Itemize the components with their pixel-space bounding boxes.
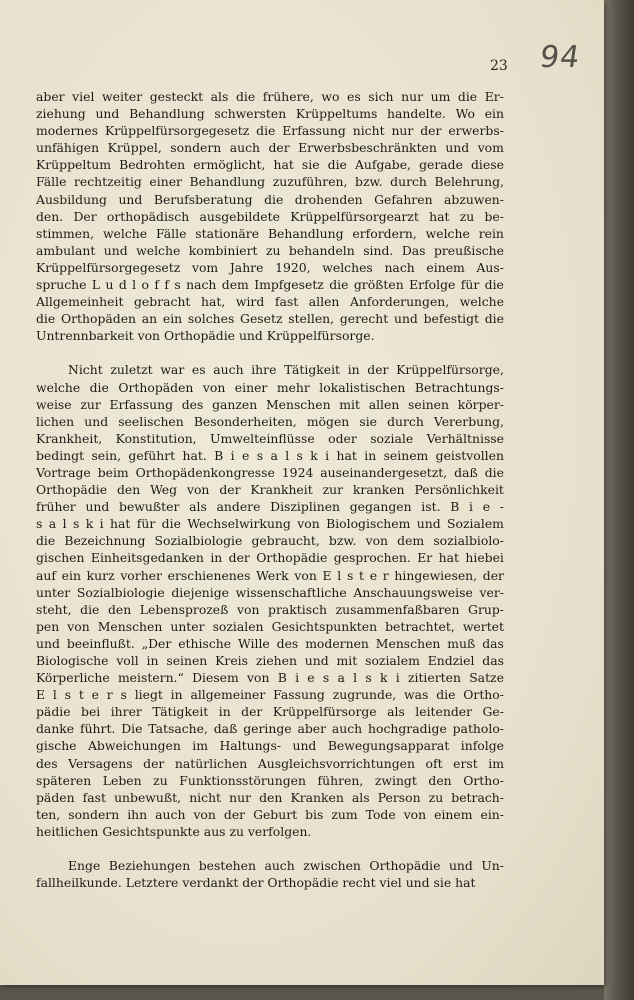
text-line: Krankheit, Konstitution, Umwelteinflüsse oder soziale Verhältnisse xyxy=(36,430,504,446)
text-line: aber viel weiter gesteckt als die frühere, wo es sich nur um die Er- xyxy=(36,89,504,104)
text-line: ambulant und welche kombiniert zu behandeln sind. Das preußische xyxy=(36,242,504,258)
text-line: modernes Krüppelfürsorgegesetz die Erfassung nicht nur der erwerbs- xyxy=(36,123,504,139)
text-line: pen von Menschen unter sozialen Gesichtspunkten betrachtet, wertet xyxy=(36,618,504,634)
text-line: ziehung und Behandlung schwersten Krüppeltums handelte. Wo ein xyxy=(36,106,504,122)
body-text xyxy=(36,88,504,908)
text-line: steht, die den Lebensprozeß von praktisch zusammenfaßbaren Grup- xyxy=(36,601,504,617)
text-line: späteren Leben zu Funktionsstörungen führen, zwingt den Ortho- xyxy=(36,772,504,788)
text-line: Vortrage beim Orthopädenkongresse 1924 auseinandergesetzt, daß die xyxy=(36,464,504,480)
page-number: 23 xyxy=(490,58,508,74)
text-line: welche die Orthopäden von einer mehr lokalistischen Betrachtungs- xyxy=(36,379,504,395)
text-line: Körperliche meistern.“ Diesem von B i e s a l s k i zitierten Satze xyxy=(36,670,504,686)
text-line: lichen und seelischen Besonderheiten, mögen sie durch Vererbung, xyxy=(36,413,504,429)
text-line: stimmen, welche Fälle stationäre Behandlung erfordern, welche rein xyxy=(36,225,504,241)
text-line: die Bezeichnung Sozialbiologie gebraucht, bzw. von dem sozialbiolo- xyxy=(36,533,504,549)
text-line: des Versagens der natürlichen Ausgleichsvorrichtungen oft erst im xyxy=(36,755,504,771)
text-line: und beeinflußt. „Der ethische Wille des modernen Menschen muß das xyxy=(36,635,504,651)
text-line: Krüppeltum Bedrohten ermöglicht, hat sie die Aufgabe, gerade diese xyxy=(36,157,504,173)
text-line: spruche L u d l o f f s nach dem Impfgesetz die größten Erfolge für die xyxy=(36,277,504,293)
text-line: unfähigen Krüppel, sondern auch der Erwerbsbeschränkten und vom xyxy=(36,140,504,156)
text-line: Ausbildung und Berufsberatung die drohenden Gefahren abzuwen- xyxy=(36,191,504,207)
text-line: danke führt. Die Tatsache, daß geringe aber auch hochgradige patholo- xyxy=(36,721,504,737)
text-line: die Orthopäden an ein solches Gesetz stellen, gerecht und befestigt die xyxy=(36,311,504,327)
text-line: Enge Beziehungen bestehen auch zwischen Orthopädie und Un- xyxy=(68,858,504,874)
text-line: pädie bei ihrer Tätigkeit in der Krüppelfürsorge als leitender Ge- xyxy=(36,704,504,720)
text-line: E l s t e r s liegt in allgemeiner Fassung zugrunde, was die Ortho- xyxy=(36,687,504,703)
text-line: Untrennbarkeit von Orthopädie und Krüppelfürsorge. xyxy=(36,328,375,344)
text-line: früher und bewußter als andere Disziplinen gegangen ist. B i e - xyxy=(36,499,504,515)
paragraph xyxy=(36,88,504,344)
text-line: Krüppelfürsorgegesetz vom Jahre 1920, welches nach einem Aus- xyxy=(36,259,504,275)
handwritten-archive-number: 94 xyxy=(537,40,583,75)
text-line: ten, sondern ihn auch von der Geburt bis zum Tode von einem ein- xyxy=(36,806,504,822)
paragraph xyxy=(36,361,504,840)
text-line: Fälle rechtzeitig einer Behandlung zuzuführen, bzw. durch Belehrung, xyxy=(36,174,504,190)
text-line: fallheilkunde. Letztere verdankt der Orthopädie recht viel und sie hat xyxy=(36,875,476,891)
text-line: päden fast unbewußt, nicht nur den Kranken als Person zu betrach- xyxy=(36,789,504,805)
text-line: den. Der orthopädisch ausgebildete Krüppelfürsorgearzt hat zu be- xyxy=(36,208,504,224)
text-line: auf ein kurz vorher erschienenes Werk von E l s t e r hingewiesen, der xyxy=(36,567,504,583)
text-line: gische Abweichungen im Haltungs- und Bewegungsapparat infolge xyxy=(36,738,504,754)
text-line: bedingt sein, geführt hat. B i e s a l s k i hat in seinem geistvollen xyxy=(36,447,504,463)
page-edge xyxy=(604,0,634,1000)
text-line: heitlichen Gesichtspunkte aus zu verfolgen. xyxy=(36,823,312,839)
text-line: unter Sozialbiologie diejenige wissenschaftliche Anschauungsweise ver- xyxy=(36,584,504,600)
text-line: Biologische voll in seinen Kreis ziehen und mit sozialem Endziel das xyxy=(36,653,504,668)
text-line: weise zur Erfassung des ganzen Menschen mit allen seinen körper- xyxy=(36,396,504,412)
text-line: Orthopädie den Weg von der Krankheit zur kranken Persönlichkeit xyxy=(36,482,504,498)
text-line: s a l s k i hat für die Wechselwirkung von Biologischem und Sozialem xyxy=(36,516,504,532)
text-line: Allgemeinheit gebracht hat, wird fast allen Anforderungen, welche xyxy=(36,294,504,310)
paragraph xyxy=(36,857,504,891)
text-line: Nicht zuletzt war es auch ihre Tätigkeit in der Krüppelfürsorge, xyxy=(68,362,504,378)
text-line: gischen Einheitsgedanken in der Orthopädie gesprochen. Er hat hiebei xyxy=(36,550,504,566)
